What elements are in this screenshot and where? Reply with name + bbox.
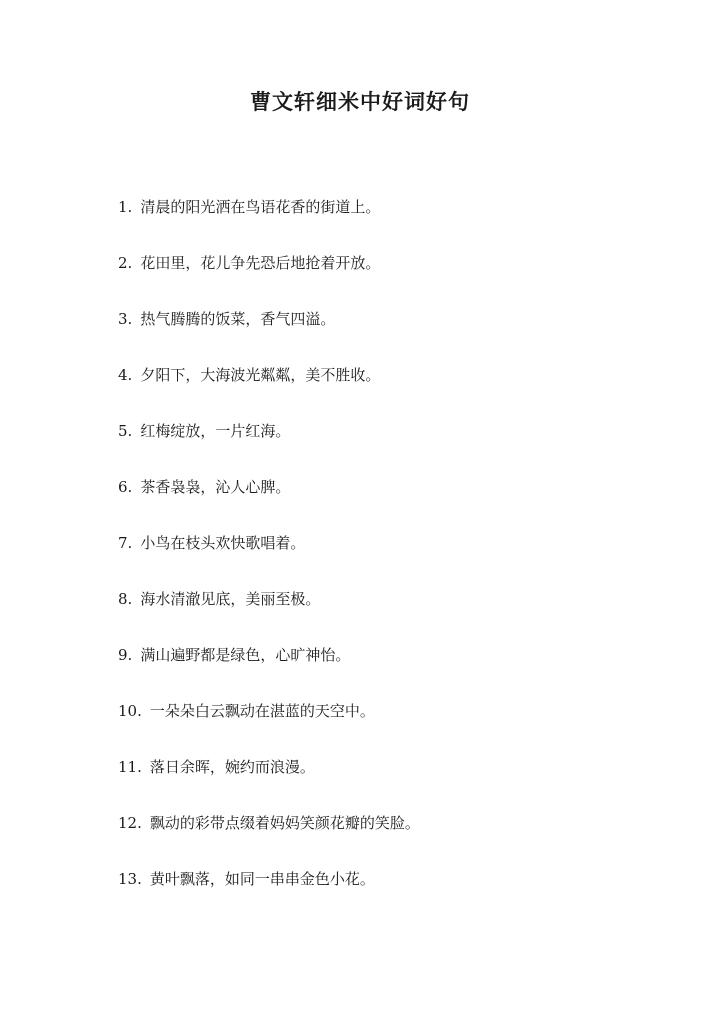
item-number: 8. <box>118 590 133 608</box>
list-item <box>118 194 420 250</box>
item-text: 清晨的阳光洒在鸟语花香的街道上。 <box>140 198 381 216</box>
list-item <box>118 250 420 306</box>
item-number: 6. <box>118 478 133 496</box>
item-number: 13. <box>118 870 142 888</box>
item-text: 茶香袅袅，沁人心脾。 <box>140 478 291 496</box>
item-text: 热气腾腾的饭菜，香气四溢。 <box>140 310 336 328</box>
list-item <box>118 530 420 586</box>
sentence-list <box>118 194 420 922</box>
list-item <box>118 642 420 698</box>
list-item <box>118 810 420 866</box>
document-title: 曹文轩细米中好词好句 <box>250 89 470 114</box>
item-number: 11. <box>118 758 142 776</box>
item-text: 黄叶飘落，如同一串串金色小花。 <box>149 870 375 888</box>
list-item <box>118 754 420 810</box>
item-text: 一朵朵白云飘动在湛蓝的天空中。 <box>149 702 375 720</box>
item-text: 满山遍野都是绿色，心旷神怡。 <box>140 646 351 664</box>
item-number: 2. <box>118 254 133 272</box>
item-number: 5. <box>118 422 133 440</box>
list-item <box>118 306 420 362</box>
list-item <box>118 586 420 642</box>
item-text: 花田里，花儿争先恐后地抢着开放。 <box>140 254 381 272</box>
list-item <box>118 474 420 530</box>
item-number: 4. <box>118 366 133 384</box>
item-number: 9. <box>118 646 133 664</box>
item-text: 小鸟在枝头欢快歌唱着。 <box>140 534 306 552</box>
item-text: 红梅绽放，一片红海。 <box>140 422 291 440</box>
item-text: 夕阳下，大海波光粼粼，美不胜收。 <box>140 366 381 384</box>
list-item <box>118 362 420 418</box>
item-text: 落日余晖，婉约而浪漫。 <box>149 758 315 776</box>
item-number: 7. <box>118 534 133 552</box>
list-item <box>118 418 420 474</box>
item-text: 飘动的彩带点缀着妈妈笑颜花瓣的笑脸。 <box>149 814 420 832</box>
list-item <box>118 866 420 922</box>
item-text: 海水清澈见底，美丽至极。 <box>140 590 321 608</box>
item-number: 3. <box>118 310 133 328</box>
item-number: 1. <box>118 198 133 216</box>
item-number: 10. <box>118 702 142 720</box>
list-item <box>118 698 420 754</box>
item-number: 12. <box>118 814 142 832</box>
